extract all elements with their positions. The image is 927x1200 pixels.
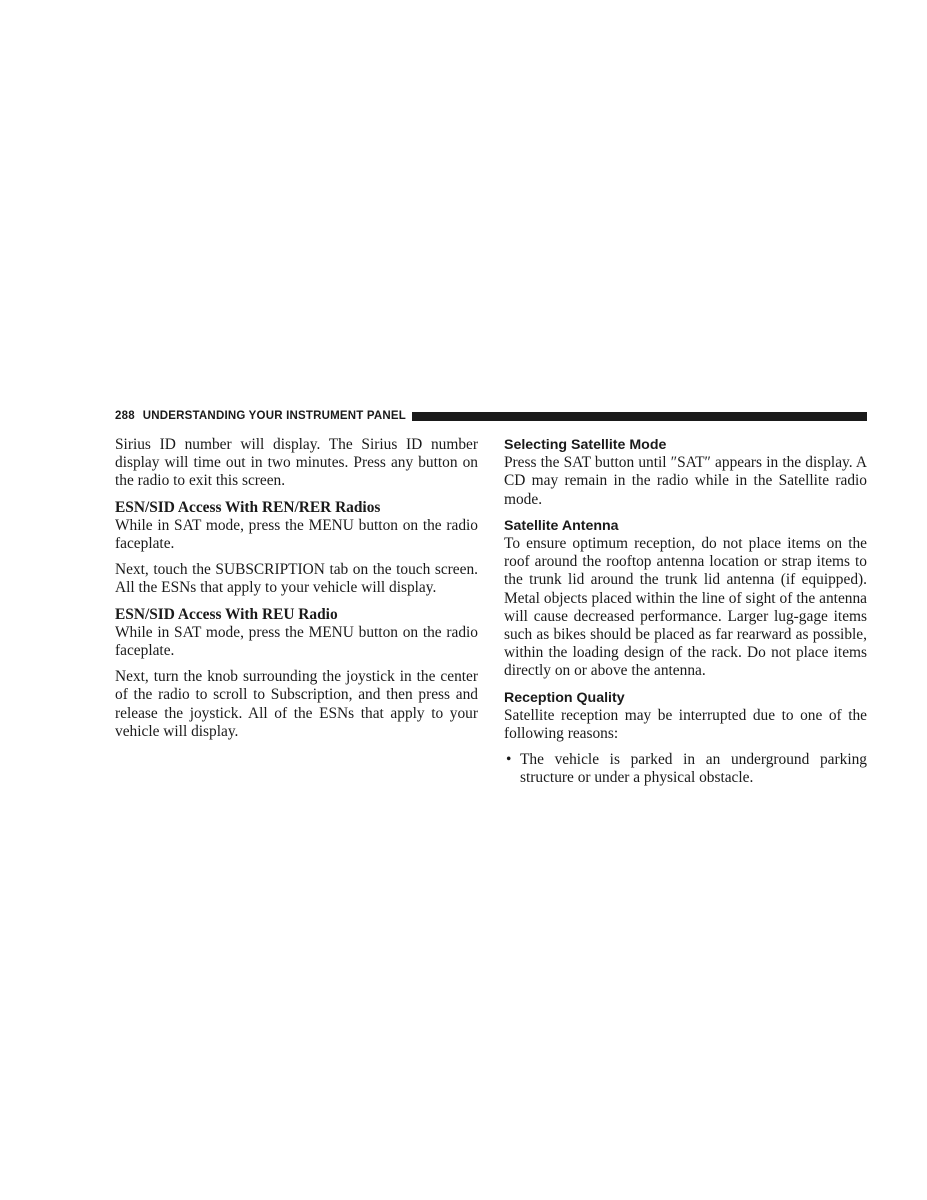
section-title: UNDERSTANDING YOUR INSTRUMENT PANEL [142, 410, 406, 422]
left-column [115, 436, 478, 741]
ren-rer-paragraph-1: While in SAT mode, press the MENU button on the radio faceplate. [115, 516, 478, 553]
satellite-antenna-heading: Satellite Antenna [504, 517, 619, 534]
reception-reasons-list [504, 751, 867, 787]
reception-quality-heading: Reception Quality [504, 689, 625, 706]
satellite-mode-paragraph: Press the SAT button until ″SAT″ appears in the display. A CD may remain in the radio while in the Satellite radio mode. [504, 454, 867, 508]
reu-paragraph-1: While in SAT mode, press the MENU button on the radio faceplate. [115, 623, 478, 660]
page-number: 288 [115, 410, 135, 422]
satellite-mode-heading: Selecting Satellite Mode [504, 437, 667, 453]
list-item [504, 751, 867, 787]
ren-rer-heading: ESN/SID Access With REN/RER Radios [115, 498, 381, 516]
intro-paragraph: Sirius ID number will display. The Sirius ID number display will time out in two minutes. Press any button on the radio to exit this screen. [115, 436, 478, 490]
list-item-text: The vehicle is parked in an underground parking structure or under a physical obstacle. [520, 751, 867, 787]
satellite-antenna-paragraph: To ensure optimum reception, do not place items on the roof around the rooftop antenna location or strap items to the trunk lid around the trunk lid antenna (if equipped). Metal objects placed within the line of sight of the antenna will cause decreased performance. Larger lug-gage items such as bikes should be placed as far rearward as possible, within the loading design of the rack. Do not place items directly on or above the antenna. [504, 535, 867, 680]
ren-rer-paragraph-2: Next, touch the SUBSCRIPTION tab on the touch screen. All the ESNs that apply to your vehicle will display. [115, 561, 478, 597]
right-column [504, 436, 867, 788]
reception-quality-paragraph: Satellite reception may be interrupted due to one of the following reasons: [504, 706, 867, 743]
page-header [115, 408, 867, 424]
reu-paragraph-2: Next, turn the knob surrounding the joystick in the center of the radio to scroll to Subscription, and then press and release the joystick. All of the ESNs that apply to your vehicle will display. [115, 668, 478, 740]
header-rule [412, 412, 867, 421]
reu-heading: ESN/SID Access With REU Radio [115, 605, 338, 623]
bullet-icon: • [506, 751, 512, 769]
